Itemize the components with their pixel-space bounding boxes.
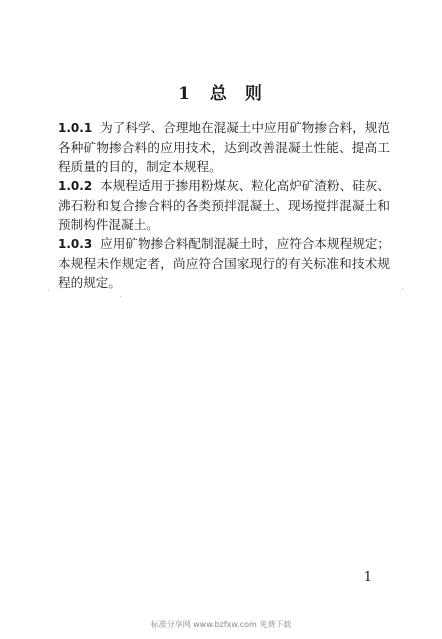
footer-watermark: 标准分享网 www.bzfxw.com 免费下载 (150, 620, 292, 629)
scan-speck (48, 290, 49, 291)
clause-text: 为了科学、合理地在混凝土中应用矿物掺合料，规范各种矿物掺合料的应用技术，达到改善混凝土性能、提高工程质量的目的，制定本规程。 (58, 120, 390, 174)
chapter-number: 1 (178, 84, 192, 104)
chapter-body (58, 118, 390, 292)
clause-text: 应用矿物掺合料配制混凝土时，应符合本规程规定；本规程未作规定者，尚应符合国家现行的有关标准和技术规程的规定。 (58, 236, 390, 290)
clause-number: 1.0.2 (58, 179, 93, 193)
clause-1-0-3 (58, 234, 390, 292)
chapter-title-char-1: 总 (209, 84, 229, 104)
chapter-title-char-2: 则 (244, 84, 264, 104)
chapter-heading (0, 79, 442, 104)
scan-speck (402, 288, 403, 289)
clause-number: 1.0.3 (58, 237, 93, 251)
clause-number: 1.0.1 (58, 121, 93, 135)
scan-speck (120, 296, 121, 297)
clause-1-0-1 (58, 118, 390, 176)
clause-text: 本规程适用于掺用粉煤灰、粒化高炉矿渣粉、硅灰、沸石粉和复合掺合料的各类预拌混凝土、现场搅拌混凝土和预制构件混凝土。 (58, 178, 390, 232)
clause-1-0-2 (58, 176, 390, 234)
page-number: 1 (363, 570, 372, 585)
